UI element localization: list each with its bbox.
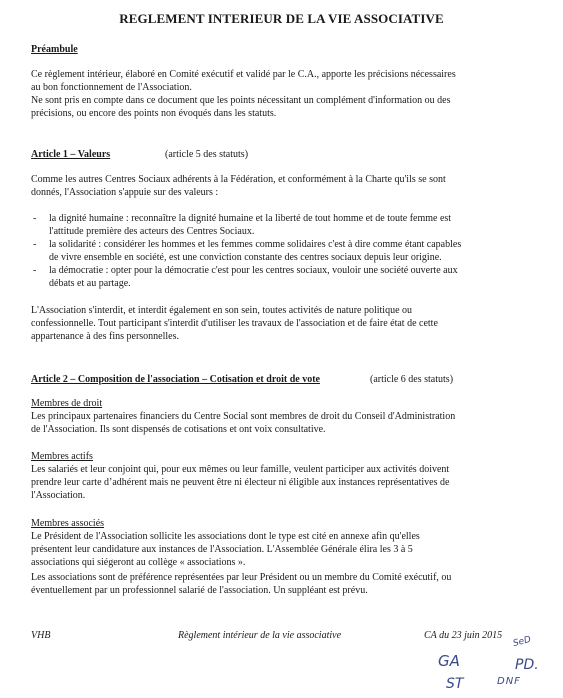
handwritten-mark: PD. [515, 657, 539, 673]
preambule-line: précisions, ou encore des points non évoqués dans les statuts. [31, 108, 277, 119]
footer-center: Règlement intérieur de la vie associative [178, 630, 342, 641]
article2-heading: Article 2 – Composition de l'association – Cotisation et droit de vote [31, 374, 320, 385]
membres-associes-line: associations qui siégeront au collège « associations ». [31, 557, 246, 568]
membres-actifs-line: l'Association. [31, 490, 86, 501]
membres-associes-line: Les associations sont de préférence représentées par leur Président ou un membre du Comité exécutif, ou [31, 572, 452, 583]
bullet-dash: - [33, 213, 37, 224]
membres-associes-heading: Membres associés [31, 518, 105, 529]
article1-ref: (article 5 des statuts) [165, 149, 249, 160]
membres-associes-line: éventuellement par un professionnel salarié de l'association. Un suppléant est prévu. [31, 585, 368, 596]
article1-p2-line: appartenance à des fins personnelles. [31, 331, 179, 342]
value-item-line: la solidarité : considérer les hommes et les femmes comme solidaires c'est à dire comme étant capables [49, 239, 462, 250]
value-item-line: l'attitude première des acteurs des Centres Sociaux. [49, 226, 255, 237]
article1-p2-line: confessionnelle. Tout participant s'interdit d'utiliser les travaux de l'association et de faire état de cette [31, 318, 438, 329]
value-item-line: débats et au partage. [49, 278, 131, 289]
bullet-dash: - [33, 265, 37, 276]
membres-actifs-line: prendre leur carte d’adhérent mais ne peuvent être ni électeur ni éligible aux instances représentatives de [31, 477, 450, 488]
bullet-dash: - [33, 239, 37, 250]
document-title: REGLEMENT INTERIEUR DE LA VIE ASSOCIATIVE [119, 11, 444, 26]
value-item-line: la démocratie : opter pour la démocratie c'est pour les centres sociaux, vouloir une société ouverte aux [49, 265, 458, 276]
article2-ref: (article 6 des statuts) [370, 374, 454, 385]
membres-droit-line: de l'Association. Ils sont dispensés de cotisations et ont voix consultative. [31, 424, 326, 435]
membres-associes-line: Le Président de l'Association sollicite les associations dont le type est cité en annexe afin qu'elles [31, 531, 420, 542]
preambule-line: au bon fonctionnement de l'Association. [31, 82, 192, 93]
membres-droit-line: Les principaux partenaires financiers du Centre Social sont membres de droit du Conseil d'Administration [31, 411, 456, 422]
value-item-line: de vivre ensemble en société, est une conviction constante des centres sociaux depuis leur origine. [49, 252, 442, 263]
article1-heading: Article 1 – Valeurs [31, 149, 111, 160]
footer-left: VHB [31, 630, 51, 641]
article1-p2-line: L'Association s'interdit, et interdit également en son sein, toutes activités de nature politique ou [31, 305, 413, 316]
preambule-line: Ce règlement intérieur, élaboré en Comité exécutif et validé par le C.A., apporte les précisions nécessaires [31, 69, 456, 80]
preambule-heading: Préambule [31, 44, 78, 55]
membres-actifs-line: Les salariés et leur conjoint qui, pour eux mêmes ou leur famille, veulent participer aux activités doivent [31, 464, 450, 475]
handwritten-initials: GA [438, 652, 460, 670]
article1-intro-line: donnés, l'Association s'appuie sur des valeurs : [31, 187, 219, 198]
membres-droit-heading: Membres de droit [31, 398, 103, 409]
handwritten-initials: ST [446, 676, 464, 692]
membres-associes-line: présentent leur candidature aux instances de l'Association. L'Assemblée Générale élira les 3 à 5 [31, 544, 413, 555]
footer-right: CA du 23 juin 2015 [424, 630, 503, 641]
handwritten-initials: DNF [497, 676, 521, 687]
value-item-line: la dignité humaine : reconnaître la dignité humaine et la liberté de tout homme et de toute femme est [49, 213, 452, 224]
handwritten-mark: SeD [512, 634, 533, 650]
membres-actifs-heading: Membres actifs [31, 451, 93, 462]
preambule-line: Ne sont pris en compte dans ce document que les points nécessitant un complément d'information ou des [31, 95, 451, 106]
article1-intro-line: Comme les autres Centres Sociaux adhérents à la Fédération, et conformément à la Charte qu'ils se sont [31, 174, 446, 185]
